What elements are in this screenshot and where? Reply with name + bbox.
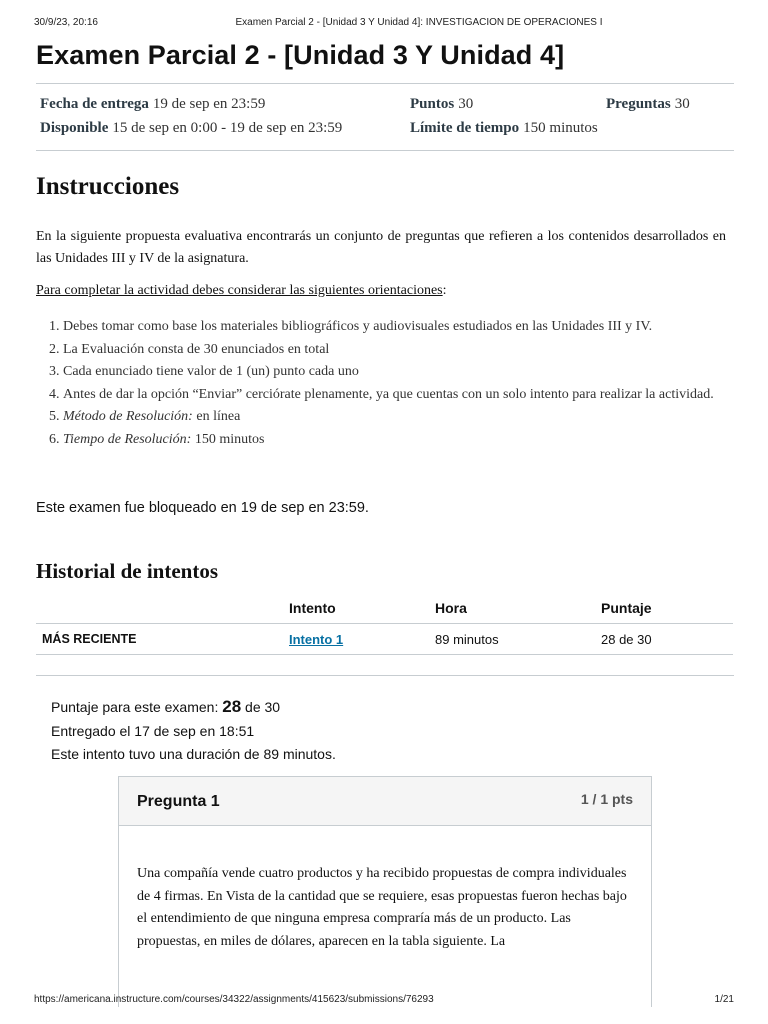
print-header [34,17,734,31]
print-url: https://americana.instructure.com/courses/34322/assignments/415623/submissions/76293 [34,994,434,1005]
questions-count [606,96,690,113]
orientation-lead: Para completar la actividad debes considerar las siguientes orientaciones: [36,283,447,298]
time-label: Tiempo de Resolución: [63,431,192,447]
question-text: Una compañía vende cuatro productos y ha recibido propuestas de compra individuales de 4 firmas. En Vista de la cantidad que se requiere, esas propuestas fueron hechas bajo el entendimiento de que ninguna empresa compraría más de un producto. Las propuestas, en miles de dólares, aparecen en la tabla siguiente. La [137,866,627,949]
points-value: 30 [458,96,474,112]
due-date [40,96,265,113]
history-heading: Historial de intentos [36,559,218,583]
print-footer [34,994,734,1008]
questions-label: Preguntas [606,96,671,112]
questions-value: 30 [674,96,690,112]
due-label: Fecha de entrega [40,96,149,112]
score-value: 28 [222,697,242,716]
page-number: 1/21 [714,994,734,1005]
column-header: Hora [429,593,595,624]
page-title: Examen Parcial 2 - [Unidad 3 Y Unidad 4] [36,40,565,70]
due-value: 19 de sep en 23:59 [152,96,266,112]
submitted-date: Entregado el 17 de sep en 18:51 [51,722,255,739]
attempt-time: 89 minutos [429,624,595,655]
question-title: Pregunta 1 [137,793,220,810]
orientation-lead-text: Para completar la actividad debes considerar las siguientes orientaciones [36,283,443,298]
locked-notice: Este examen fue bloqueado en 19 de sep en 23:59. [36,500,369,516]
list-item: 3. Cada enunciado tiene valor de 1 (un) punto cada uno [63,361,753,384]
divider [36,83,734,84]
list-item [63,406,753,429]
time-limit-label: Límite de tiempo [410,120,520,136]
exam-score: Puntaje para este examen: 28 de 30 [51,697,281,716]
score-summary [51,695,336,767]
column-header: Intento [283,593,429,624]
time-value: 150 minutos [191,431,265,447]
available-value: 15 de sep en 0:00 - 19 de sep en 23:59 [112,120,343,136]
question-card [118,776,652,1007]
print-date: 30/9/23, 20:16 [34,17,98,28]
time-limit [410,120,598,137]
column-header: Puntaje [595,593,733,624]
available-label: Disponible [40,120,109,136]
list-item: 2. La Evaluación consta de 30 enunciados en total [63,339,753,362]
divider [36,675,734,676]
time-limit-value: 150 minutos [523,120,598,136]
instructions-heading: Instrucciones [36,173,180,200]
attempt-duration: Este intento tuvo una duración de 89 minutos. [51,746,336,762]
attempt-link[interactable]: Intento 1 [289,631,344,647]
table-header-row [36,593,733,624]
points-label: Puntos [410,96,455,112]
method-value: en línea [192,409,241,424]
attempt-score: 28 de 30 [595,624,733,655]
instructions-list [36,316,753,451]
column-header [36,593,283,624]
question-points: 1 / 1 pts [580,791,633,807]
list-item: 4. Antes de dar la opción “Enviar” cerciórate plenamente, ya que cuentas con un solo intento para realizar la actividad. [63,384,753,407]
list-item: 1. Debes tomar como base los materiales bibliográficos y audiovisuales estudiados en las Unidades III y IV. [63,316,753,339]
question-header [119,777,651,826]
print-doc-title: Examen Parcial 2 - [Unidad 3 Y Unidad 4]: INVESTIGACION DE OPERACIONES I [235,17,603,28]
table-row [36,624,733,655]
attempts-table [36,593,733,655]
points [410,96,473,113]
list-item [63,429,753,452]
attempt-label: MÁS RECIENTE [36,624,283,655]
availability [40,120,342,137]
method-label: Método de Resolución: [63,409,193,424]
instructions-intro: En la siguiente propuesta evaluativa encontrarás un conjunto de preguntas que refieren a los contenidos desarrollados en las Unidades III y IV de la asignatura. [36,229,726,266]
divider [36,150,734,151]
